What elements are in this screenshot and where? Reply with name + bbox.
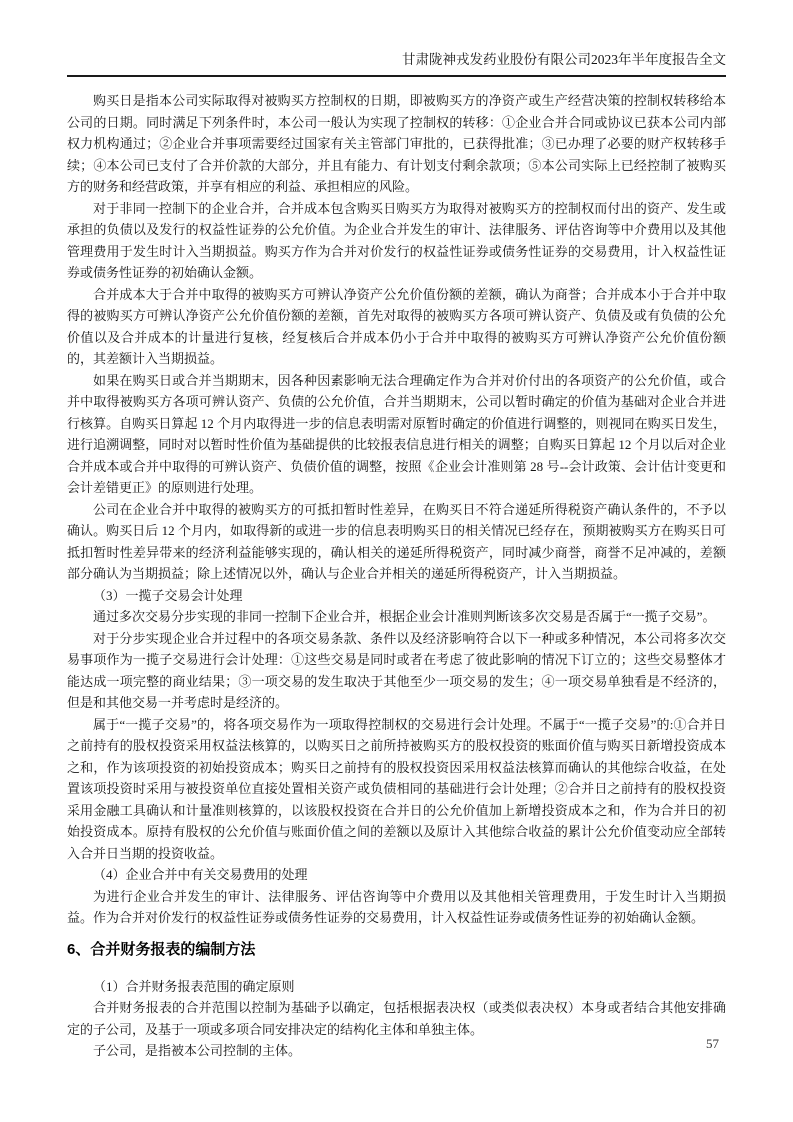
paragraph-provisional-value-adjustment: 如果在购买日或合并当期期末，因各种因素影响无法合理确定作为合并对价付出的各项资产的公允价值，或合并中取得被购买方各项可辨认资产、负债的公允价值，合并当期期末，公司以暂时确定的价值为基础对企业合并进行核算。自购买日算起 12 个月内取得进一步的信息表明需对原暂时确定的价值进行调整的，则视同在购买日发生，进行追溯调整，同时对以暂时性价值为基础提供的比较报表信息进行相关的调整；自购买日算起 12 个月以后对企业合并成本或合并中取得的可辨认资产、负债价值的调整，按照《企业会计准则第 28 号--会计政策、会计估计变更和会计差错更正》的原则进行处理。 (67, 372, 726, 495)
page-number: 57 (706, 1036, 719, 1051)
paragraph-purchase-date-definition: 购买日是指本公司实际取得对被购买方控制权的日期，即被购买方的净资产或生产经营决策的控制权转移给本公司的日期。同时满足下列条件时，本公司一般认为实现了控制权的转移：①企业合并合同或协议已获本公司内部权力机构通过；②企业合并事项需要经过国家有关主管部门审批的，已获得批准；③已办理了必要的财产权转移手续；④本公司已支付了合并价款的大部分，并且有能力、有计划支付剩余款项；⑤本公司实际上已经控制了被购买方的财务和经营政策，并享有相应的利益、承担相应的风险。 (67, 93, 726, 194)
report-header-title: 甘肃陇神戎发药业股份有限公司2023年半年度报告全文 (67, 50, 726, 77)
paragraph-step-acquisition-judgement: 通过多次交易分步实现的非同一控制下企业合并，根据企业会计准则判断该多次交易是否属于“一揽子交易”。 (93, 609, 716, 624)
report-body (67, 90, 726, 1062)
section-heading-consolidated-statements: 6、合并财务报表的编制方法 (67, 940, 256, 958)
paragraph-consolidation-scope-detail: 合并财务报表的合并范围以控制为基础予以确定，包括根据表决权（或类似表决权）本身或者结合其他安排确定的子公司，及基于一项或多项合同安排决定的结构化主体和单独主体。 (67, 1000, 726, 1037)
subheading-package-deal-accounting: （3）一揽子交易会计处理 (93, 587, 243, 603)
paragraph-goodwill-recognition: 合并成本大于合并中取得的被购买方可辨认净资产公允价值份额的差额，确认为商誉；合并成本小于合并中取得的被购买方可辨认净资产公允价值份额的差额，首先对取得的被购买方各项可辨认资产、负债及或有负债的公允价值以及合并成本的计量进行复核，经复核后合并成本仍小于合并中取得的被购买方可辨认净资产公允价值份额的，其差额计入当期损益。 (67, 286, 726, 366)
subheading-transaction-fee-treatment: （4）企业合并中有关交易费用的处理 (93, 867, 308, 882)
subheading-consolidation-scope-principle: （1）合并财务报表范围的确定原则 (93, 978, 295, 994)
paragraph-package-deal-conditions: 对于分步实现企业合并过程中的各项交易条款、条件以及经济影响符合以下一种或多种情况，本公司将多次交易事项作为一揽子交易进行会计处理：①这些交易是同时或者在考虑了彼此影响的情况下订立的；这些交易整体才能达成一项完整的商业结果；③一项交易的发生取决于其他至少一项交易的发生；④一项交易单独看是不经济的，但是和其他交易一并考虑时是经济的。 (67, 630, 726, 710)
paragraph-subsidiary-definition: 子公司，是指被本公司控制的主体。 (93, 1043, 302, 1058)
paragraph-transaction-fee-detail: 为进行企业合并发生的审计、法律服务、评估咨询等中介费用以及其他相关管理费用，于发生时计入当期损益。作为合并对价发行的权益性证券或债务性证券的交易费用，计入权益性证券或债务性证券的初始确认金额。 (67, 888, 726, 925)
paragraph-deductible-temporary-difference: 公司在企业合并中取得的被购买方的可抵扣暂时性差异，在购买日不符合递延所得税资产确认条件的，不予以确认。购买日后 12 个月内，如取得新的或进一步的信息表明购买日的相关情况已经存在，预期被购买方在购买日可抵扣暂时性差异带来的经济利益能够实现的，确认相关的递延所得税资产，同时减少商誉，商誉不足冲减的，差额部分确认为当期损益；除上述情况以外，确认与企业合并相关的递延所得税资产，计入当期损益。 (67, 501, 726, 581)
paragraph-non-common-control-merger-cost: 对于非同一控制下的企业合并，合并成本包含购买日购买方为取得对被购买方的控制权而付出的资产、发生或承担的负债以及发行的权益性证券的公允价值。为企业合并发生的审计、法律服务、评估咨询等中介费用以及其他管理费用于发生时计入当期损益。购买方作为合并对价发行的权益性证券或债务性证券的交易费用，计入权益性证券或债务性证券的初始确认金额。 (67, 200, 726, 280)
paragraph-package-deal-treatment: 属于“一揽子交易”的，将各项交易作为一项取得控制权的交易进行会计处理。不属于“一揽子交易”的:①合并日之前持有的股权投资采用权益法核算的，以购买日之前所持被购买方的股权投资的账面价值与购买日新增投资成本之和，作为该项投资的初始投资成本；购买日之前持有的股权投资因采用权益法核算而确认的其他综合收益，在处置该项投资时采用与被投资单位直接处置相关资产或负债相同的基础进行会计处理；②合并日之前持有的股权投资采用金融工具确认和计量准则核算的，以该股权投资在合并日的公允价值加上新增投资成本之和，作为合并日的初始投资成本。原持有股权的公允价值与账面价值之间的差额以及原计入其他综合收益的累计公允价值变动应全部转入合并日当期的投资收益。 (67, 716, 726, 861)
